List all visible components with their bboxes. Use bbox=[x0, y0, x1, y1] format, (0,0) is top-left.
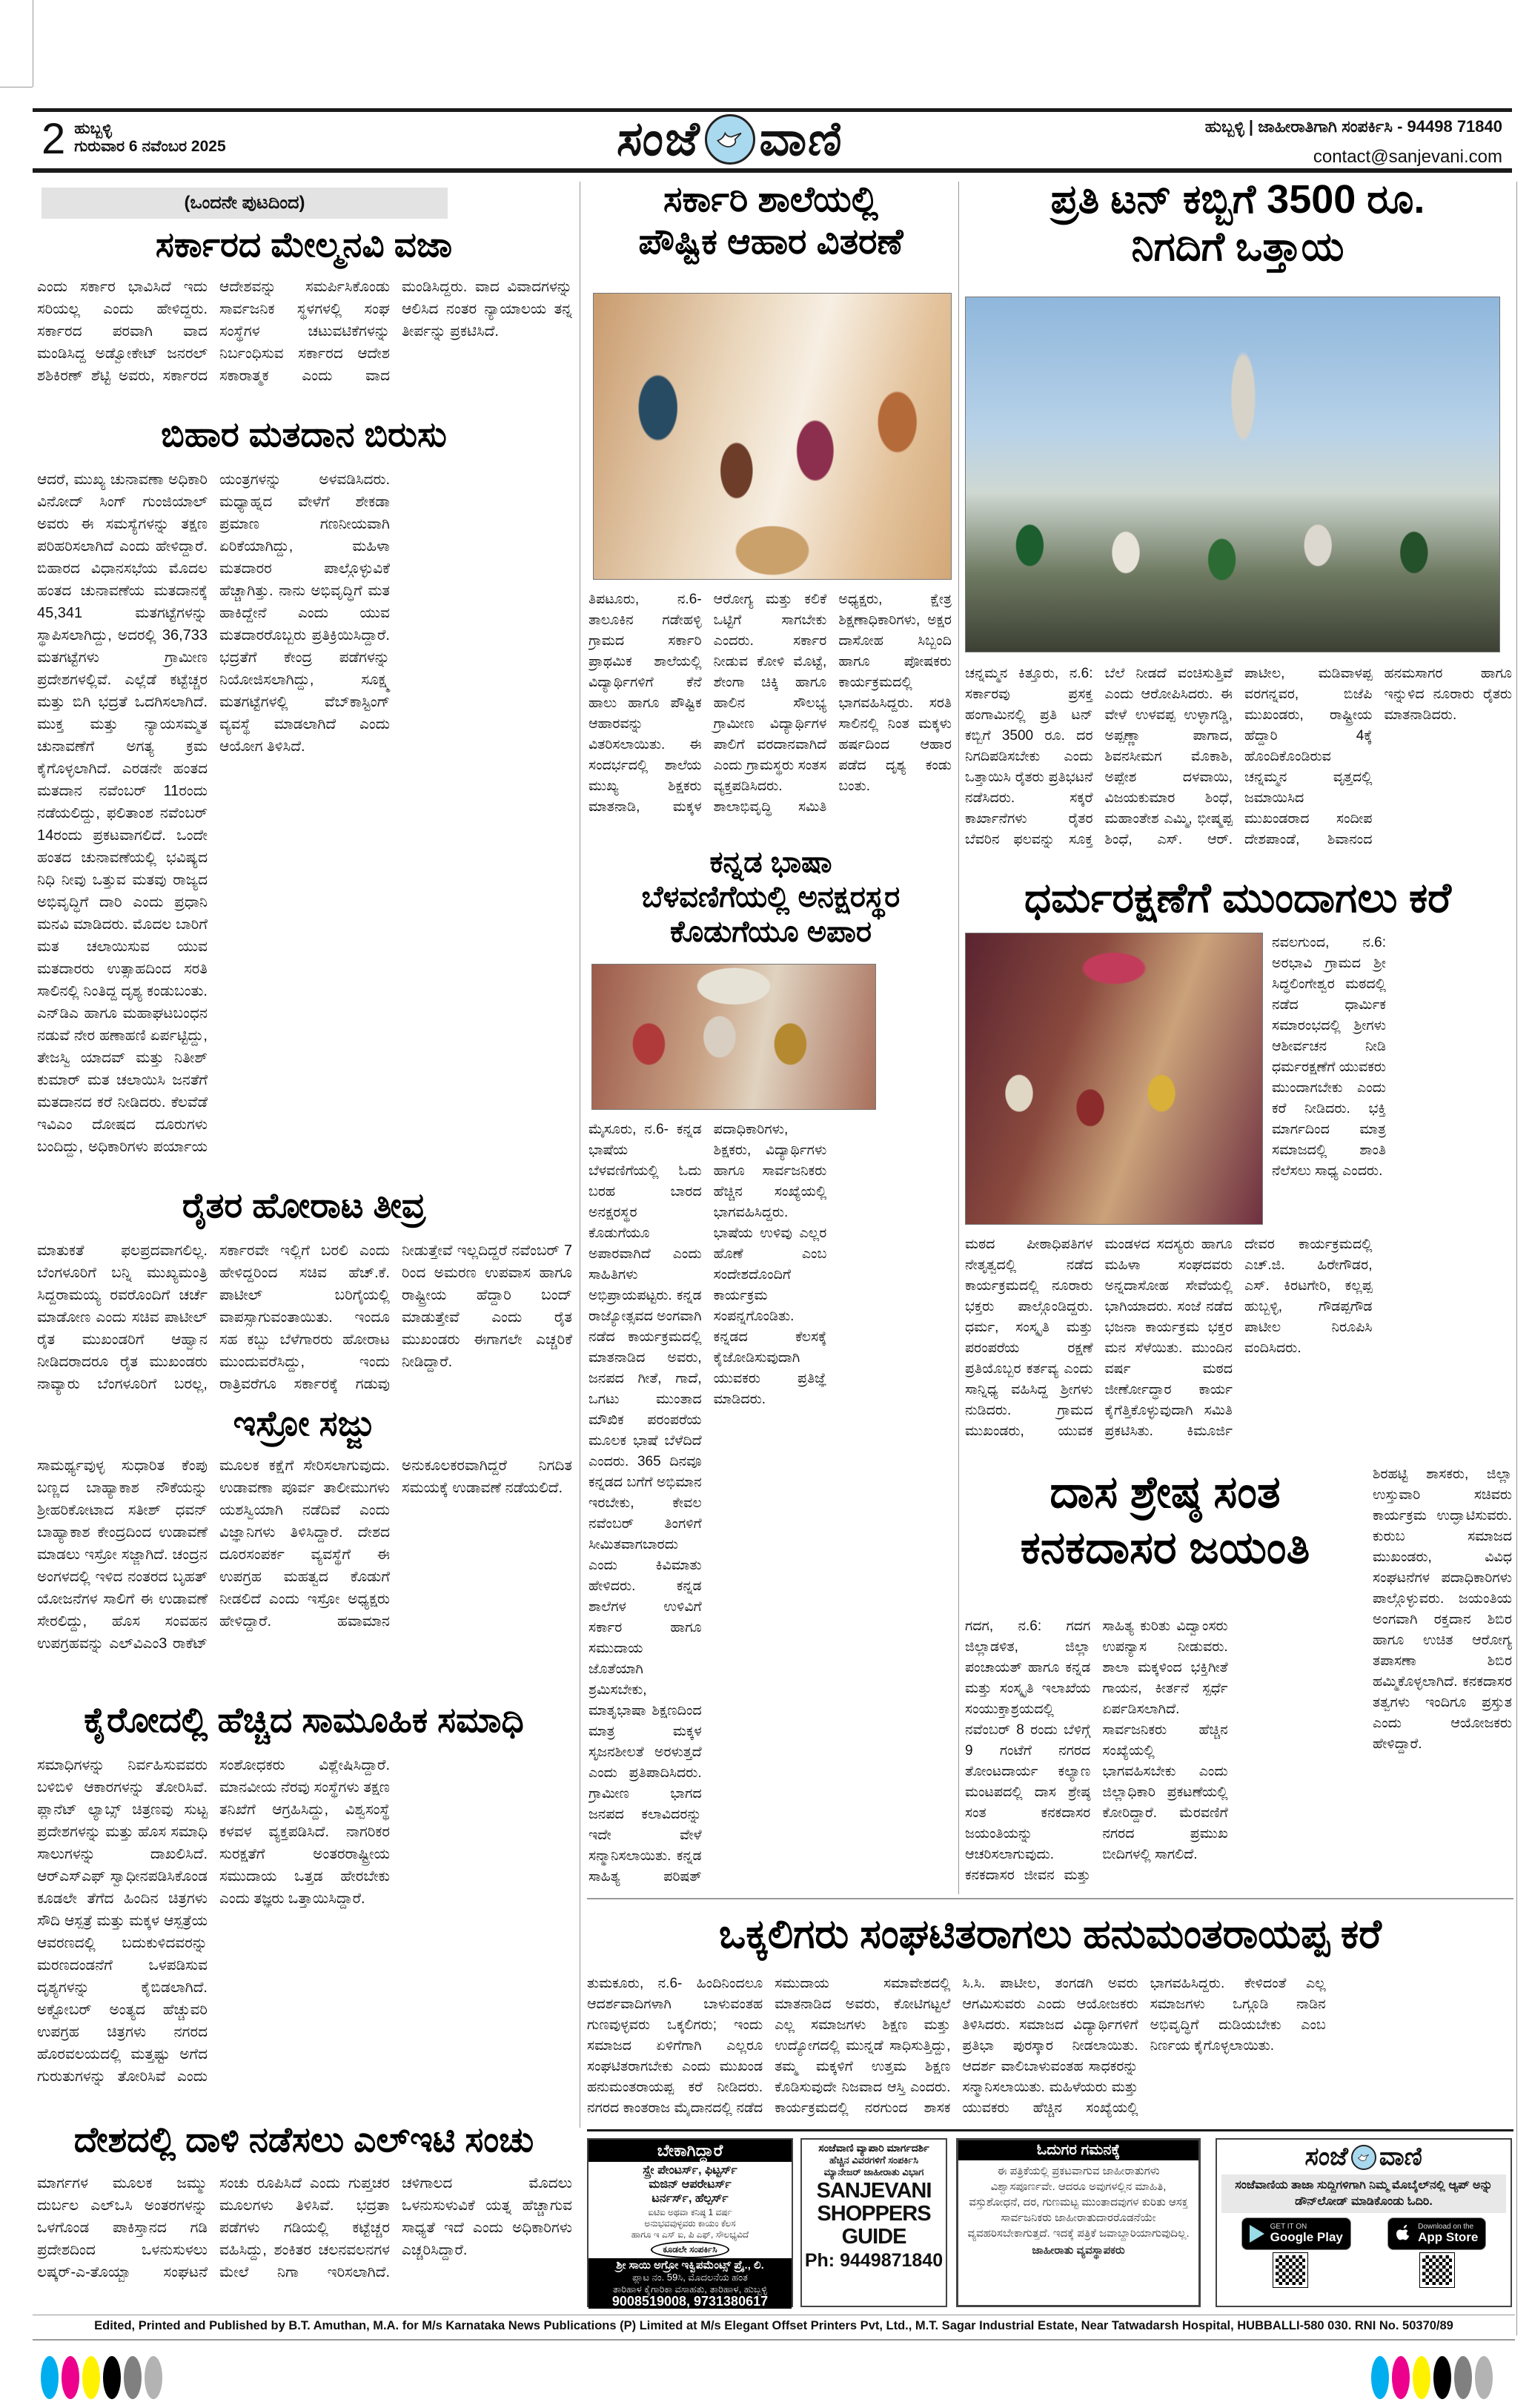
headline-school-food-line2: ಪೌಷ್ಟಿಕ ಆಹಾರ ವಿತರಣೆ bbox=[638, 222, 903, 262]
headline-kanakadasa-line1: ದಾಸ ಶ್ರೇಷ್ಠ ಸಂತ bbox=[1049, 1467, 1281, 1517]
app-store-badge[interactable] bbox=[1387, 2217, 1486, 2250]
headline-govt-appeal: ಸರ್ಕಾರದ ಮೇಲ್ಮನವಿ ವಜಾ bbox=[155, 225, 453, 264]
stage-function-photo bbox=[965, 933, 1263, 1225]
article-farmers-agitation-body: ಮಾತುಕತೆ ಫಲಪ್ರದವಾಗಲಿಲ್ಲ. ಬೆಂಗಳೂರಿಗೆ ಬನ್ನಿ ಮುಖ್ಯಮಂತ್ರಿ ಸಿದ್ದರಾಮಯ್ಯ ರವರೊಂದಿಗೆ ಚರ್ಚೆ ಮಾಡೋಣ ಎಂದು ಸಚಿವ ಪಾಟೀಲ್ ರೈತ ಮುಖಂಡರಿಗೆ ಆಹ್ವಾನ ನೀಡಿದರಾದರೂ ರೈತ ಮುಖಂಡರು ನಾವ್ಯಾರು ಬೆಂಗಳೂರಿಗೆ ಬರಲ್ಲ, ಸರ್ಕಾರವೇ ಇಲ್ಲಿಗೆ ಬರಲಿ ಎಂದು ಹೇಳಿದ್ದರಿಂದ ಸಚಿವ ಹೆಚ್.ಕೆ. ಪಾಟೀಲ್ ಬರಿಗೈಯಲ್ಲಿ ವಾಪಸ್ಸಾಗುವಂತಾಯಿತು. ಇಂದೂ ಸಹ ಕಬ್ಬು ಬೆಳೆಗಾರರು ಹೋರಾಟ ಮುಂದುವರೆಸಿದ್ದು, ಇಂದು ರಾತ್ರಿವರೆಗೂ ಸರ್ಕಾರಕ್ಕೆ ಗಡುವು ನೀಡುತ್ತೇವೆ ಇಲ್ಲದಿದ್ದರೆ ನವೆಂಬರ್ 7 ರಿಂದ ಅಮರಣ ಉಪವಾಸ ಹಾಗೂ ರಾಷ್ಟ್ರೀಯ ಹೆದ್ದಾರಿ ಬಂದ್ ಮಾಡುತ್ತೇವೆ ಎಂದು ರೈತ ಮುಖಂಡರು ಈಗಾಗಲೇ ಎಚ್ಚರಿಕೆ ನೀಡಿದ್ದಾರೆ. bbox=[37, 1243, 572, 1392]
ad-disclaimer bbox=[956, 2138, 1201, 2307]
ad-wanted-cond-1: ಐಟಿಐ ಅಥವಾ ಕನಿಷ್ಠ 1 ವರ್ಷ bbox=[648, 2207, 732, 2217]
column-rule-2 bbox=[958, 182, 959, 1894]
section-divider-rule bbox=[587, 1898, 1513, 1899]
advert-contact-line: ಹುಬ್ಬಳ್ಳಿ | ಜಾಹೀರಾತಿಗಾಗಿ ಸಂಪರ್ಕಿಸಿ - 94498 71840 bbox=[1204, 117, 1502, 136]
masthead-right-text: ವಾಣಿ bbox=[757, 112, 846, 165]
article-bihar-voting-body: ಆದರೆ, ಮುಖ್ಯ ಚುನಾವಣಾ ಅಧಿಕಾರಿ ವಿನೋದ್ ಸಿಂಗ್ ಗುಂಜಿಯಾಲ್ ಅವರು ಈ ಸಮಸ್ಯೆಗಳನ್ನು ತಕ್ಷಣ ಪರಿಹರಿಸಲಾಗಿದೆ ಎಂದು ಹೇಳಿದ್ದಾರೆ. ಬಿಹಾರದ ವಿಧಾನಸಭೆಯ ಮೊದಲ ಹಂತದ ಚುನಾವಣೆಯ ಮತದಾನಕ್ಕೆ 45,341 ಮತಗಟ್ಟೆಗಳನ್ನು ಸ್ಥಾಪಿಸಲಾಗಿದ್ದು, ಅದರಲ್ಲಿ 36,733 ಮತಗಟ್ಟೆಗಳು ಗ್ರಾಮೀಣ ಪ್ರದೇಶಗಳಲ್ಲಿವೆ. ಎಲ್ಲೆಡೆ ಕಟ್ಟೆಚ್ಚರ ಮತ್ತು ಬಿಗಿ ಭದ್ರತೆ ಒದಗಿಸಲಾಗಿದೆ. ಮುಕ್ತ ಮತ್ತು ನ್ಯಾಯಸಮ್ಮತ ಚುನಾವಣೆಗೆ ಅಗತ್ಯ ಕ್ರಮ ಕೈಗೊಳ್ಳಲಾಗಿದೆ. ಎರಡನೇ ಹಂತದ ಮತದಾನ ನವೆಂಬರ್ 11ರಂದು ನಡೆಯಲಿದ್ದು, ಫಲಿತಾಂಶ ನವೆಂಬರ್ 14ರಂದು ಪ್ರಕಟವಾಗಲಿದೆ. ಒಂದೇ ಹಂತದ ಚುನಾವಣೆಯಲ್ಲಿ ಭವಿಷ್ಯದ ನಿಧಿ ನೀವು ಒತ್ತುವ ಮತವು ರಾಜ್ಯದ ಅಭಿವೃದ್ಧಿಗೆ ದಾರಿ ಎಂದು ಪ್ರಧಾನಿ ಮನವಿ ಮಾಡಿದರು. ಮೊದಲ ಬಾರಿಗೆ ಮತ ಚಲಾಯಿಸುವ ಯುವ ಮತದಾರರು ಉತ್ಸಾಹದಿಂದ ಸರತಿ ಸಾಲಿನಲ್ಲಿ ನಿಂತಿದ್ದ ದೃಶ್ಯ ಕಂಡುಬಂತು. ಎನ್‌ಡಿಎ ಹಾಗೂ ಮಹಾಘಟಬಂಧನ ನಡುವೆ ನೇರ ಹಣಾಹಣಿ ಏರ್ಪಟ್ಟಿದ್ದು, ತೇಜಸ್ವಿ ಯಾದವ್ ಮತ್ತು ನಿತೀಶ್ ಕುಮಾರ್ ಮತ ಚಲಾಯಿಸಿ ಜನತೆಗೆ ಮತದಾನದ ಕರೆ ನೀಡಿದರು. ಕೆಲವೆಡೆ ಇವಿಎಂ ದೋಷದ ದೂರುಗಳು ಬಂದಿದ್ದು, ಅಧಿಕಾರಿಗಳು ಪರ್ಯಾಯ ಯಂತ್ರಗಳನ್ನು ಅಳವಡಿಸಿದರು. ಮಧ್ಯಾಹ್ನದ ವೇಳೆಗೆ ಶೇಕಡಾ ಪ್ರಮಾಣ ಗಣನೀಯವಾಗಿ ಏರಿಕೆಯಾಗಿದ್ದು, ಮಹಿಳಾ ಮತದಾರರ ಪಾಲ್ಗೊಳ್ಳುವಿಕೆ ಹೆಚ್ಚಾಗಿತ್ತು. ನಾನು ಅಭಿವೃದ್ಧಿಗೆ ಮತ ಹಾಕಿದ್ದೇನೆ ಎಂದು ಯುವ ಮತದಾರರೊಬ್ಬರು ಪ್ರತಿಕ್ರಿಯಿಸಿದ್ದಾರೆ. ಭದ್ರತೆಗೆ ಕೇಂದ್ರ ಪಡೆಗಳನ್ನು ನಿಯೋಜಿಸಲಾಗಿದ್ದು, ಸೂಕ್ಷ್ಮ ಮತಗಟ್ಟೆಗಳಲ್ಲಿ ವೆಬ್‌ಕಾಸ್ಟಿಂಗ್ ವ್ಯವಸ್ಥೆ ಮಾಡಲಾಗಿದೆ ಎಂದು ಆಯೋಗ ತಿಳಿಸಿದೆ. bbox=[37, 472, 390, 1155]
headline-school-food-line1: ಸರ್ಕಾರಿ ಶಾಲೆಯಲ್ಲಿ bbox=[663, 180, 878, 219]
ad-app-text: ಸಂಜೆವಾಣಿಯ ತಾಜಾ ಸುದ್ದಿಗಳಿಗಾಗಿ ನಿಮ್ಮ ಮೊಬೈಲ್‌ನಲ್ಲಿ ಆ್ಯಪ್ ಅನ್ನು ಡೌನ್‌ಲೋಡ್ ಮಾಡಿಕೊಂಡು ಓದಿರಿ. bbox=[1221, 2174, 1506, 2213]
ad-app-dove-icon bbox=[1351, 2145, 1376, 2170]
yellow-dot bbox=[82, 2356, 100, 2399]
headline-sugarcane-line1: ಪ್ರತಿ ಟನ್ ಕಬ್ಬಿಗೆ 3500 ರೂ. bbox=[1050, 177, 1425, 222]
page-number-block bbox=[42, 117, 226, 162]
headline-okkaliga-unite: ಒಕ್ಕಲಿಗರು ಸಂಘಟಿತರಾಗಲು ಹನುಮಂತರಾಯಪ್ಪ ಕರೆ bbox=[719, 1912, 1382, 1956]
ad-disclaimer-sign: ಜಾಹೀರಾತು ವ್ಯವಸ್ಥಾಪಕರು bbox=[1032, 2244, 1125, 2257]
headline-cairo-graves: ಕೈರೋದಲ್ಲಿ ಹೆಚ್ಚಿದ ಸಾಮೂಹಿಕ ಸಮಾಧಿ bbox=[84, 1700, 524, 1739]
lightgray-dot bbox=[145, 2356, 162, 2399]
ad-sg-line2: ಮ್ಯಾನೇಜರ್ ಜಾಹೀರಾತು ವಿಭಾಗ bbox=[823, 2166, 924, 2177]
headline-bihar-voting: ಬಿಹಾರ ಮತದಾನ ಬಿರುಸು bbox=[161, 414, 447, 454]
ad-wanted-address1: ಪ್ಲಾಟ ನಂ. 59ಸಿ, ಮೊದಲನೆಯ ಹಂತ bbox=[632, 2272, 748, 2283]
ad-wanted-role-2: ಮಜಿನ್ ಆಪರೇಟರ್ಸ್ bbox=[649, 2178, 732, 2191]
ad-app-masthead-left: ಸಂಜೆ bbox=[1304, 2143, 1350, 2171]
header-bottom-rule bbox=[33, 168, 1512, 173]
app-store-qr-code bbox=[1420, 2253, 1454, 2287]
ad-sg-line1: ಹೆಚ್ಚಿನ ವಿವರಗಳಿಗೆ ಸಂಪರ್ಕಿಸಿ bbox=[829, 2154, 918, 2166]
ad-wanted-address2: ತಾರಿಹಾಳ ಕೈಗಾರಿಕಾ ವಸಾಹತು, ತಾರಿಹಾಳ, ಹುಬ್ಬಳ್ಳಿ bbox=[612, 2283, 768, 2295]
ad-sg-big1: SANJEVANI bbox=[816, 2179, 932, 2203]
farmers-protest-photo bbox=[965, 297, 1500, 652]
contact-email: contact@sanjevani.com bbox=[1313, 147, 1502, 167]
ad-disclaimer-header: ಓದುಗರ ಗಮನಕ್ಕೆ bbox=[958, 2140, 1198, 2160]
ad-disclaimer-body: ಈ ಪತ್ರಿಕೆಯಲ್ಲಿ ಪ್ರಕಟವಾಗುವ ಜಾಹೀರಾತುಗಳು ವಿಶ್ವಾಸಪೂರ್ಣವೇ. ಆದರೂ ಅವುಗಳಲ್ಲಿನ ಮಾಹಿತಿ, ವಸ್ತುಶೋಧನೆ, ದರ, ಗುಣಮಟ್ಟ ಮುಂತಾದವುಗಳ ಕುರಿತು ಆಸಕ್ತ ಸಾರ್ವಜನಿಕರು ಜಾಹೀರಾತುದಾರರೊಡನೆಯೇ ವ್ಯವಹರಿಸಬೇಕಾಗುತ್ತದೆ. ಇದಕ್ಕೆ ಪತ್ರಿಕೆ ಜವಾಬ್ದಾರಿಯಾಗುವುದಿಲ್ಲ. bbox=[967, 2165, 1190, 2240]
edition-date: ಗುರುವಾರ 6 ನವೆಂಬರ 2025 bbox=[74, 138, 226, 155]
registration-dots-right bbox=[1371, 2356, 1493, 2399]
ad-wanted-contact-now: ಕೂಡಲೇ ಸಂಪರ್ಕಿಸಿ bbox=[651, 2241, 729, 2258]
ad-wanted-header: ಬೇಕಾಗಿದ್ದಾರೆ bbox=[588, 2140, 792, 2162]
cyan-dot bbox=[1371, 2356, 1389, 2399]
article-kanakadasa-far-body: ಶಿರಹಟ್ಟಿ ಶಾಸಕರು, ಜಿಲ್ಲಾ ಉಸ್ತುವಾರಿ ಸಚಿವರು ಕಾರ್ಯಕ್ರಮ ಉದ್ಘಾಟಿಸುವರು. ಕುರುಬ ಸಮಾಜದ ಮುಖಂಡರು, ವಿವಿಧ ಸಂಘಟನೆಗಳ ಪದಾಧಿಕಾರಿಗಳು ಪಾಲ್ಗೊಳ್ಳುವರು. ಜಯಂತಿಯ ಅಂಗವಾಗಿ ರಕ್ತದಾನ ಶಿಬಿರ ಹಾಗೂ ಉಚಿತ ಆರೋಗ್ಯ ತಪಾಸಣಾ ಶಿಬಿರ ಹಮ್ಮಿಕೊಳ್ಳಲಾಗಿದೆ. ಕನಕದಾಸರ ತತ್ವಗಳು ಇಂದಿಗೂ ಪ್ರಸ್ತುತ ಎಂದು ಆಯೋಜಕರು ಹೇಳಿದ್ದಾರೆ. bbox=[1373, 1466, 1512, 1752]
article-sugarcane-body: ಚನ್ನಮ್ಮನ ಕಿತ್ತೂರು, ನ.6: ಸರ್ಕಾರವು ಪ್ರಸಕ್ತ ಹಂಗಾಮಿನಲ್ಲಿ ಪ್ರತಿ ಟನ್ ಕಬ್ಬಿಗೆ 3500 ರೂ. ದರ ನಿಗದಿಪಡಿಸಬೇಕು ಎಂದು ಒತ್ತಾಯಿಸಿ ರೈತರು ಪ್ರತಿಭಟನೆ ನಡೆಸಿದರು. ಸಕ್ಕರೆ ಕಾರ್ಖಾನೆಗಳು ರೈತರ ಬೆವರಿನ ಫಲವನ್ನು ಸೂಕ್ತ ಬೆಲೆ ನೀಡದೆ ವಂಚಿಸುತ್ತಿವೆ ಎಂದು ಆರೋಪಿಸಿದರು. ಈ ವೇಳೆ ಉಳವಪ್ಪ ಉಳ್ಳಾಗಡ್ಡಿ, ಅಪ್ಪಣ್ಣಾ ಪಾಗಾದ, ಶಿವನಸೀಮಗ ಮೊಕಾಶಿ, ಅಪ್ಪೇಶ ದಳವಾಯಿ, ವಿಜಯಕುಮಾರ ಶಿಂಧೆ, ಮಹಾಂತೇಶ ಎಮ್ಮಿ, ಭೀಷ್ಮಪ್ಪ ಶಿಂಧೆ, ಎಸ್. ಆರ್. ಪಾಟೀಲ, ಮಡಿವಾಳಪ್ಪ ವರಗನ್ನವರ, ಬಿಜೆಪಿ ಮುಖಂಡರು, ರಾಷ್ಟ್ರೀಯ ಹೆದ್ದಾರಿ 4ಕ್ಕೆ ಹೊಂದಿಕೊಂಡಿರುವ ಚನ್ನಮ್ಮನ ವೃತ್ತದಲ್ಲಿ ಜಮಾಯಿಸಿದ ಮುಖಂಡರಾದ ಸಂದೀಪ ದೇಶಪಾಂಡೆ, ಶಿವಾನಂದ ಹನಮಸಾಗರ ಹಾಗೂ ಇನ್ನುಳಿದ ನೂರಾರು ರೈತರು ಮಾತನಾಡಿದರು. bbox=[965, 666, 1512, 847]
headline-sugarcane-price bbox=[964, 176, 1512, 271]
gray-dot bbox=[1454, 2356, 1472, 2399]
ad-sg-title: ಸಂಜೆವಾಣಿ ವ್ಯಾಪಾರಿ ಮಾರ್ಗದರ್ಶಿ bbox=[818, 2142, 929, 2154]
headline-kannada-line1: ಕನ್ನಡ ಭಾಷಾ bbox=[709, 846, 832, 879]
registration-dots-left bbox=[41, 2356, 162, 2399]
ad-app-masthead bbox=[1217, 2140, 1511, 2172]
ad-sg-big3: GUIDE bbox=[841, 2225, 906, 2249]
ad-wanted-phones: 9008519008, 9731380617 bbox=[611, 2294, 769, 2309]
article-dharma-body: ಮಠದ ಪೀಠಾಧಿಪತಿಗಳ ನೇತೃತ್ವದಲ್ಲಿ ನಡೆದ ಕಾರ್ಯಕ್ರಮದಲ್ಲಿ ನೂರಾರು ಭಕ್ತರು ಪಾಲ್ಗೊಂಡಿದ್ದರು. ಧರ್ಮ, ಸಂಸ್ಕೃತಿ ಮತ್ತು ಪರಂಪರೆಯ ರಕ್ಷಣೆ ಪ್ರತಿಯೊಬ್ಬರ ಕರ್ತವ್ಯ ಎಂದು ಸಾನ್ನಿಧ್ಯ ವಹಿಸಿದ್ದ ಶ್ರೀಗಳು ನುಡಿದರು. ಗ್ರಾಮದ ಮುಖಂಡರು, ಯುವಕ ಮಂಡಳದ ಸದಸ್ಯರು ಹಾಗೂ ಮಹಿಳಾ ಸಂಘದವರು ಅನ್ನದಾಸೋಹ ಸೇವೆಯಲ್ಲಿ ಭಾಗಿಯಾದರು. ಸಂಜೆ ನಡೆದ ಭಜನಾ ಕಾರ್ಯಕ್ರಮ ಭಕ್ತರ ಮನ ಸೆಳೆಯಿತು. ಮುಂದಿನ ವರ್ಷ ಮಠದ ಜೀರ್ಣೋದ್ಧಾರ ಕಾರ್ಯ ಕೈಗೆತ್ತಿಕೊಳ್ಳುವುದಾಗಿ ಸಮಿತಿ ಪ್ರಕಟಿಸಿತು. ಕಿಮೂರ್ಜಿ ದೇವರ ಕಾರ್ಯಕ್ರಮದಲ್ಲಿ ಎಚ್.ಜಿ. ಹಿರೇಗೌಡರ, ಎಸ್. ಕಿರಟಗೇರಿ, ಕಲ್ಲಪ್ಪ ಹುಬ್ಬಳ್ಳಿ, ಗೌಡಪ್ಪಗೌಡ ಪಾಟೀಲ ನಿರೂಪಿಸಿ ವಂದಿಸಿದರು. bbox=[965, 1237, 1373, 1439]
article-let-plot-body: ಮಾರ್ಗಗಳ ಮೂಲಕ ಜಮ್ಮು ದುರ್ಬಲ ಎಲ್‌ಒಸಿ ಅಂತರಗಳನ್ನು ಒಳಗೊಂಡ ಪಾಕಿಸ್ತಾನದ ಗಡಿ ಪ್ರದೇಶದಿಂದ ಒಳನುಸುಳಲು ಲಷ್ಕರ್-ಎ-ತೊಯ್ಬಾ ಸಂಘಟನೆ ಸಂಚು ರೂಪಿಸಿದೆ ಎಂದು ಗುಪ್ತಚರ ಮೂಲಗಳು ತಿಳಿಸಿವೆ. ಭದ್ರತಾ ಪಡೆಗಳು ಗಡಿಯಲ್ಲಿ ಕಟ್ಟೆಚ್ಚರ ವಹಿಸಿದ್ದು, ಶಂಕಿತರ ಚಲನವಲನಗಳ ಮೇಲೆ ನಿಗಾ ಇರಿಸಲಾಗಿದೆ. ಚಳಿಗಾಲದ ಮೊದಲು ಒಳನುಸುಳುವಿಕೆ ಯತ್ನ ಹೆಚ್ಚಾಗುವ ಸಾಧ್ಯತೆ ಇದೆ ಎಂದು ಅಧಿಕಾರಿಗಳು ಎಚ್ಚರಿಸಿದ್ದಾರೆ. bbox=[37, 2175, 572, 2280]
dove-icon bbox=[705, 114, 755, 165]
cyan-dot bbox=[41, 2356, 59, 2399]
gray-dot bbox=[124, 2356, 142, 2399]
ad-shoppers-guide bbox=[800, 2138, 947, 2307]
imprint-line: Edited, Printed and Published by B.T. Amuthan, M.A. for M/s Karnataka News Publications (P) Limited at M/s Elegant Offset Printers Pvt, Ltd., M.T. Sagar Industrial Estate, Near Tatwadarsh Hospital, HUBBALLI-580 030. RNI No. 50370/89 bbox=[94, 2319, 1453, 2332]
google-play-label: Google Play bbox=[1270, 2230, 1343, 2244]
ad-wanted-role-3: ಟರ್ನರ್ಸ್, ಹೆಲ್ಪರ್ಸ್ bbox=[651, 2192, 729, 2205]
masthead-left-text: ಸಂಜೆ bbox=[615, 112, 703, 165]
ad-wanted-company: ಶ್ರೀ ಸಾಯಿ ಅಗ್ರೋ ಇಕ್ವಿಪಮೆಂಟ್ಸ್ ಪ್ರೈ., ಲಿ. bbox=[616, 2259, 764, 2272]
header-contact-block bbox=[1205, 117, 1502, 168]
article-school-food-body: ತಿಪಟೂರು, ನ.6- ತಾಲೂಕಿನ ಗಡೇಹಳ್ಳಿ ಗ್ರಾಮದ ಸರ್ಕಾರಿ ಪ್ರಾಥಮಿಕ ಶಾಲೆಯಲ್ಲಿ ವಿದ್ಯಾರ್ಥಿಗಳಿಗೆ ಕೆನೆ ಹಾಲು ಹಾಗೂ ಪೌಷ್ಟಿಕ ಆಹಾರವನ್ನು ವಿತರಿಸಲಾಯಿತು. ಈ ಸಂದರ್ಭದಲ್ಲಿ ಶಾಲೆಯ ಮುಖ್ಯ ಶಿಕ್ಷಕರು ಮಾತನಾಡಿ, ಮಕ್ಕಳ ಆರೋಗ್ಯ ಮತ್ತು ಕಲಿಕೆ ಒಟ್ಟಿಗೆ ಸಾಗಬೇಕು ಎಂದರು. ಸರ್ಕಾರ ನೀಡುವ ಕೋಳಿ ಮೊಟ್ಟೆ, ಶೇಂಗಾ ಚಿಕ್ಕಿ ಹಾಗೂ ಹಾಲಿನ ಸೌಲಭ್ಯ ಗ್ರಾಮೀಣ ವಿದ್ಯಾರ್ಥಿಗಳ ಪಾಲಿಗೆ ವರದಾನವಾಗಿದೆ ಎಂದು ಗ್ರಾಮಸ್ಥರು ಸಂತಸ ವ್ಯಕ್ತಪಡಿಸಿದರು. ಶಾಲಾಭಿವೃದ್ಧಿ ಸಮಿತಿ ಅಧ್ಯಕ್ಷರು, ಕ್ಷೇತ್ರ ಶಿಕ್ಷಣಾಧಿಕಾರಿಗಳು, ಅಕ್ಷರ ದಾಸೋಹ ಸಿಬ್ಬಂದಿ ಹಾಗೂ ಪೋಷಕರು ಕಾರ್ಯಕ್ರಮದಲ್ಲಿ ಭಾಗವಹಿಸಿದ್ದರು. ಸರತಿ ಸಾಲಿನಲ್ಲಿ ನಿಂತ ಮಕ್ಕಳು ಹರ್ಷದಿಂದ ಆಹಾರ ಪಡೆದ ದೃಶ್ಯ ಕಂಡು ಬಂತು. bbox=[588, 592, 952, 815]
article-govt-appeal-body: ಎಂದು ಸರ್ಕಾರ ಭಾವಿಸಿದೆ ಇದು ಸರಿಯಲ್ಲ ಎಂದು ಹೇಳಿದ್ದರು. ಸರ್ಕಾರದ ಪರವಾಗಿ ವಾದ ಮಂಡಿಸಿದ್ದ ಅಡ್ವೋಕೇಟ್ ಜನರಲ್ ಶಶಿಕಿರಣ್ ಶೆಟ್ಟಿ ಅವರು, ಸರ್ಕಾರದ ಆದೇಶವನ್ನು ಸಮರ್ಪಿಸಿಕೊಂಡು ಸಾರ್ವಜನಿಕ ಸ್ಥಳಗಳಲ್ಲಿ ಸಂಘ ಸಂಸ್ಥೆಗಳ ಚಟುವಟಿಕೆಗಳನ್ನು ನಿರ್ಬಂಧಿಸುವ ಸರ್ಕಾರದ ಆದೇಶ ಸಕಾರಾತ್ಮಕ ಎಂದು ವಾದ ಮಂಡಿಸಿದ್ದರು. ವಾದ ವಿವಾದಗಳನ್ನು ಆಲಿಸಿದ ನಂತರ ನ್ಯಾಯಾಲಯ ತನ್ನ ತೀರ್ಪನ್ನು ಪ್ರಕಟಿಸಿದೆ. bbox=[37, 279, 572, 384]
ad-app-masthead-right: ವಾಣಿ bbox=[1378, 2143, 1423, 2171]
headline-farmers-agitation: ರೈತರ ಹೋರಾಟ ತೀವ್ರ bbox=[182, 1185, 426, 1225]
column-rule-3 bbox=[1516, 182, 1517, 2335]
footer-bottom-rule bbox=[33, 2339, 1515, 2341]
ad-wanted-role-1: ಸ್ಪ್ರೇ ಪೇಂಟರ್ಸ್, ಫಿಟ್ಟರ್ಸ್ bbox=[643, 2164, 737, 2177]
ad-wanted-cond-2: ಅನುಭವವುಳ್ಳವರು ಕಾಯಂ ಕೆಲಸ bbox=[644, 2218, 736, 2229]
article-kannada-language-body: ಮೈಸೂರು, ನ.6- ಕನ್ನಡ ಭಾಷೆಯ ಬೆಳವಣಿಗೆಯಲ್ಲಿ ಓದು ಬರಹ ಬಾರದ ಅನಕ್ಷರಸ್ಥರ ಕೊಡುಗೆಯೂ ಅಪಾರವಾಗಿದೆ ಎಂದು ಸಾಹಿತಿಗಳು ಅಭಿಪ್ರಾಯಪಟ್ಟರು. ಕನ್ನಡ ರಾಜ್ಯೋತ್ಸವದ ಅಂಗವಾಗಿ ನಡೆದ ಕಾರ್ಯಕ್ರಮದಲ್ಲಿ ಮಾತನಾಡಿದ ಅವರು, ಜನಪದ ಗೀತೆ, ಗಾದೆ, ಒಗಟು ಮುಂತಾದ ಮೌಖಿಕ ಪರಂಪರೆಯ ಮೂಲಕ ಭಾಷೆ ಬೆಳೆದಿದೆ ಎಂದರು. 365 ದಿನವೂ ಕನ್ನಡದ ಬಗೆಗೆ ಅಭಿಮಾನ ಇರಬೇಕು, ಕೇವಲ ನವೆಂಬರ್ ತಿಂಗಳಿಗೆ ಸೀಮಿತವಾಗಬಾರದು ಎಂದು ಕಿವಿಮಾತು ಹೇಳಿದರು. ಕನ್ನಡ ಶಾಲೆಗಳ ಉಳಿವಿಗೆ ಸರ್ಕಾರ ಹಾಗೂ ಸಮುದಾಯ ಜೊತೆಯಾಗಿ ಶ್ರಮಿಸಬೇಕು, ಮಾತೃಭಾಷಾ ಶಿಕ್ಷಣದಿಂದ ಮಾತ್ರ ಮಕ್ಕಳ ಸೃಜನಶೀಲತೆ ಅರಳುತ್ತದೆ ಎಂದು ಪ್ರತಿಪಾದಿಸಿದರು. ಗ್ರಾಮೀಣ ಭಾಗದ ಜನಪದ ಕಲಾವಿದರನ್ನು ಇದೇ ವೇಳೆ ಸನ್ಮಾನಿಸಲಾಯಿತು. ಕನ್ನಡ ಸಾಹಿತ್ಯ ಪರಿಷತ್ ಪದಾಧಿಕಾರಿಗಳು, ಶಿಕ್ಷಕರು, ವಿದ್ಯಾರ್ಥಿಗಳು ಹಾಗೂ ಸಾರ್ವಜನಿಕರು ಹೆಚ್ಚಿನ ಸಂಖ್ಯೆಯಲ್ಲಿ ಭಾಗವಹಿಸಿದ್ದರು. ಭಾಷೆಯ ಉಳಿವು ಎಲ್ಲರ ಹೊಣೆ ಎಂಬ ಸಂದೇಶದೊಂದಿಗೆ ಕಾರ್ಯಕ್ರಮ ಸಂಪನ್ನಗೊಂಡಿತು. ಕನ್ನಡದ ಕೆಲಸಕ್ಕೆ ಕೈಜೋಡಿಸುವುದಾಗಿ ಯುವಕರು ಪ್ರತಿಜ್ಞೆ ಮಾಡಿದರು. bbox=[588, 1122, 827, 1885]
apple-icon bbox=[1396, 2223, 1412, 2245]
article-kanakadasa-body: ಗದಗ, ನ.6: ಗದಗ ಜಿಲ್ಲಾಡಳಿತ, ಜಿಲ್ಲಾ ಪಂಚಾಯತ್ ಹಾಗೂ ಕನ್ನಡ ಮತ್ತು ಸಂಸ್ಕೃತಿ ಇಲಾಖೆಯ ಸಂಯುಕ್ತಾಶ್ರಯದಲ್ಲಿ ನವೆಂಬರ್ 8 ರಂದು ಬೆಳಿಗ್ಗೆ 9 ಗಂಟೆಗೆ ನಗರದ ತೋಂಟದಾರ್ಯ ಕಲ್ಯಾಣ ಮಂಟಪದಲ್ಲಿ ದಾಸ ಶ್ರೇಷ್ಠ ಸಂತ ಕನಕದಾಸರ ಜಯಂತಿಯನ್ನು ಆಚರಿಸಲಾಗುವುದು. ಕನಕದಾಸರ ಜೀವನ ಮತ್ತು ಸಾಹಿತ್ಯ ಕುರಿತು ವಿದ್ವಾಂಸರು ಉಪನ್ಯಾಸ ನೀಡುವರು. ಶಾಲಾ ಮಕ್ಕಳಿಂದ ಭಕ್ತಿಗೀತೆ ಗಾಯನ, ಕೀರ್ತನೆ ಸ್ಪರ್ಧೆ ಏರ್ಪಡಿಸಲಾಗಿದೆ. ಸಾರ್ವಜನಿಕರು ಹೆಚ್ಚಿನ ಸಂಖ್ಯೆಯಲ್ಲಿ ಭಾಗವಹಿಸಬೇಕು ಎಂದು ಜಿಲ್ಲಾಧಿಕಾರಿ ಪ್ರಕಟಣೆಯಲ್ಲಿ ಕೋರಿದ್ದಾರೆ. ಮೆರವಣಿಗೆ ನಗರದ ಪ್ರಮುಖ ಬೀದಿಗಳಲ್ಲಿ ಸಾಗಲಿದೆ. bbox=[965, 1618, 1228, 1883]
masthead-logo bbox=[615, 111, 846, 167]
headline-school-food bbox=[588, 179, 953, 263]
google-play-qr-code bbox=[1273, 2253, 1307, 2287]
lightgray-dot bbox=[1475, 2356, 1493, 2399]
from-page-one-tag: (ಒಂದನೇ ಪುಟದಿಂದ) bbox=[42, 188, 448, 219]
article-cairo-graves-body: ಸಮಾಧಿಗಳನ್ನು ನಿರ್ವಹಿಸುವವರು ಬಳಿಬಿಳಿ ಆಕಾರಗಳನ್ನು ತೋರಿಸಿವೆ. ಪ್ಲಾನೆಟ್ ಲ್ಯಾಬ್ಸ್ ಚಿತ್ರಣವು ಸುಟ್ಟ ಪ್ರದೇಶಗಳನ್ನು ಮತ್ತು ಹೊಸ ಸಮಾಧಿ ಸಾಲುಗಳನ್ನು ದಾಖಲಿಸಿದೆ. ಆರ್‌ಎಸ್‌ಎಫ್ ಸ್ವಾಧೀನಪಡಿಸಿಕೊಂಡ ಕೂಡಲೇ ತೆಗೆದ ಹಿಂದಿನ ಚಿತ್ರಗಳು ಸೌದಿ ಆಸ್ಪತ್ರೆ ಮತ್ತು ಮಕ್ಕಳ ಆಸ್ಪತ್ರೆಯ ಆವರಣದಲ್ಲಿ ಬದುಕುಳಿದವರನ್ನು ಮರಣದಂಡನೆಗೆ ಒಳಪಡಿಸುವ ದೃಶ್ಯಗಳನ್ನು ಕೈಬಿಡಲಾಗಿದೆ. ಅಕ್ಟೋಬರ್ ಅಂತ್ಯದ ಹೆಚ್ಚುವರಿ ಉಪಗ್ರಹ ಚಿತ್ರಗಳು ನಗರದ ಹೊರವಲಯದಲ್ಲಿ ಮತ್ತಷ್ಟು ಅಗೆದ ಗುರುತುಗಳನ್ನು ತೋರಿಸಿವೆ ಎಂದು ಸಂಶೋಧಕರು ವಿಶ್ಲೇಷಿಸಿದ್ದಾರೆ. ಮಾನವೀಯ ನೆರವು ಸಂಸ್ಥೆಗಳು ತಕ್ಷಣ ತನಿಖೆಗೆ ಆಗ್ರಹಿಸಿದ್ದು, ವಿಶ್ವಸಂಸ್ಥೆ ಕಳವಳ ವ್ಯಕ್ತಪಡಿಸಿದೆ. ನಾಗರಿಕರ ಸುರಕ್ಷತೆಗೆ ಅಂತರರಾಷ್ಟ್ರೀಯ ಸಮುದಾಯ ಒತ್ತಡ ಹೇರಬೇಕು ಎಂದು ತಜ್ಞರು ಒತ್ತಾಯಿಸಿದ್ದಾರೆ. bbox=[37, 1757, 390, 2085]
app-store-label: App Store bbox=[1418, 2230, 1479, 2244]
ad-wanted bbox=[587, 2138, 793, 2307]
headline-let-plot: ದೇಶದಲ್ಲಿ ದಾಳಿ ನಡೆಸಲು ಎಲ್‌ಇಟಿ ಸಂಚು bbox=[73, 2120, 534, 2159]
ad-sg-phone: Ph: 9449871840 bbox=[804, 2250, 944, 2271]
felicitation-photo bbox=[591, 964, 876, 1110]
google-play-top-label: GET IT ON bbox=[1270, 2223, 1307, 2231]
ads-top-rule bbox=[587, 2129, 1513, 2131]
black-dot bbox=[1433, 2356, 1451, 2399]
ad-sg-big2: SHOPPERS bbox=[817, 2202, 931, 2226]
magenta-dot bbox=[62, 2356, 79, 2399]
headline-kanakadasa-line2: ಕನಕದಾಸರ ಜಯಂತಿ bbox=[1020, 1523, 1310, 1572]
headline-sugarcane-line2: ನಿಗದಿಗೆ ಒತ್ತಾಯ bbox=[1131, 224, 1344, 269]
article-isro-ready-body: ಸಾಮರ್ಥ್ಯವುಳ್ಳ ಸುಧಾರಿತ ಕೆಂಪು ಬಣ್ಣದ ಬಾಹ್ಯಾಕಾಶ ನೌಕೆಯನ್ನು ಶ್ರೀಹರಿಕೋಟಾದ ಸತೀಶ್ ಧವನ್ ಬಾಹ್ಯಾಕಾಶ ಕೇಂದ್ರದಿಂದ ಉಡಾವಣೆ ಮಾಡಲು ಇಸ್ರೋ ಸಜ್ಜಾಗಿದೆ. ಚಂದ್ರನ ಅಂಗಳದಲ್ಲಿ ಇಳಿದ ನಂತರದ ಬೃಹತ್ ಯೋಜನೆಗಳ ಸಾಲಿಗೆ ಈ ಉಡಾವಣೆ ಸೇರಲಿದ್ದು, ಹೊಸ ಸಂವಹನ ಉಪಗ್ರಹವನ್ನು ಎಲ್‌ವಿಎಂ3 ರಾಕೆಟ್ ಮೂಲಕ ಕಕ್ಷೆಗೆ ಸೇರಿಸಲಾಗುವುದು. ಉಡಾವಣಾ ಪೂರ್ವ ತಾಲೀಮುಗಳು ಯಶಸ್ವಿಯಾಗಿ ನಡೆದಿವೆ ಎಂದು ವಿಜ್ಞಾನಿಗಳು ತಿಳಿಸಿದ್ದಾರೆ. ದೇಶದ ದೂರಸಂಪರ್ಕ ವ್ಯವಸ್ಥೆಗೆ ಈ ಉಪಗ್ರಹ ಮಹತ್ವದ ಕೊಡುಗೆ ನೀಡಲಿದೆ ಎಂದು ಇಸ್ರೋ ಅಧ್ಯಕ್ಷರು ಹೇಳಿದ್ದಾರೆ. ಹವಾಮಾನ ಅನುಕೂಲಕರವಾಗಿದ್ದರೆ ನಿಗದಿತ ಸಮಯಕ್ಕೆ ಉಡಾವಣೆ ನಡೆಯಲಿದೆ. bbox=[37, 1458, 572, 1652]
headline-kannada-line2: ಬೆಳವಣಿಗೆಯಲ್ಲಿ ಅನಕ್ಷರಸ್ಥರ bbox=[641, 881, 901, 914]
headline-kanakadasa-jayanti bbox=[965, 1464, 1365, 1575]
headline-isro-ready: ಇಸ್ರೋ ಸಜ್ಜು bbox=[233, 1403, 375, 1443]
edition-city: ಹುಬ್ಬಳ್ಳಿ bbox=[74, 120, 112, 137]
article-dharma-side-body: ನವಲಗುಂದ, ನ.6: ಅರಭಾವಿ ಗ್ರಾಮದ ಶ್ರೀ ಸಿದ್ಧಲಿಂಗೇಶ್ವರ ಮಠದಲ್ಲಿ ನಡೆದ ಧಾರ್ಮಿಕ ಸಮಾರಂಭದಲ್ಲಿ ಶ್ರೀಗಳು ಆಶೀರ್ವಚನ ನೀಡಿ ಧರ್ಮರಕ್ಷಣೆಗೆ ಯುವಕರು ಮುಂದಾಗಬೇಕು ಎಂದು ಕರೆ ನೀಡಿದರು. ಭಕ್ತಿ ಮಾರ್ಗದಿಂದ ಮಾತ್ರ ಸಮಾಜದಲ್ಲಿ ಶಾಂತಿ ನೆಲೆಸಲು ಸಾಧ್ಯ ಎಂದರು. bbox=[1272, 935, 1386, 1179]
google-play-icon bbox=[1250, 2225, 1264, 2243]
google-play-badge[interactable] bbox=[1241, 2217, 1351, 2250]
school-food-photo bbox=[593, 293, 952, 580]
ad-wanted-cond-3: ಹಾಗೂ ಇ ಎಸ್ ಐ, ಪಿ ಎಫ್, ಸೌಲಭ್ಯವಿದೆ bbox=[631, 2229, 749, 2240]
black-dot bbox=[103, 2356, 121, 2399]
headline-dharma-protection: ಧರ್ಮರಕ್ಷಣೆಗೆ ಮುಂದಾಗಲು ಕರೆ bbox=[1024, 874, 1452, 921]
headline-kannada-line3: ಕೊಡುಗೆಯೂ ಅಪಾರ bbox=[669, 916, 872, 949]
yellow-dot bbox=[1413, 2356, 1430, 2399]
magenta-dot bbox=[1392, 2356, 1410, 2399]
page-number: 2 bbox=[42, 115, 66, 163]
article-okkaliga-body: ತುಮಕೂರು, ನ.6- ಹಿಂದಿನಿಂದಲೂ ಆದರ್ಶವಾದಿಗಳಾಗಿ ಬಾಳುವಂತಹ ಗುಣವುಳ್ಳವರು ಒಕ್ಕಲಿಗರು; ಇಂದು ಸಮಾಜದ ಏಳಿಗೆಗಾಗಿ ಎಲ್ಲರೂ ಸಂಘಟಿತರಾಗಬೇಕು ಎಂದು ಮುಖಂಡ ಹನುಮಂತರಾಯಪ್ಪ ಕರೆ ನೀಡಿದರು. ನಗರದ ಕಾಂತರಾಜ ಮೈದಾನದಲ್ಲಿ ನಡೆದ ಸಮುದಾಯ ಸಮಾವೇಶದಲ್ಲಿ ಮಾತನಾಡಿದ ಅವರು, ಕೋಟಿಗಟ್ಟಲೆ ಎಲ್ಲ ಸಮಾಜಗಳು ಶಿಕ್ಷಣ ಮತ್ತು ಉದ್ಯೋಗದಲ್ಲಿ ಮುನ್ನಡೆ ಸಾಧಿಸುತ್ತಿದ್ದು, ತಮ್ಮ ಮಕ್ಕಳಿಗೆ ಉತ್ತಮ ಶಿಕ್ಷಣ ಕೊಡಿಸುವುದೇ ನಿಜವಾದ ಆಸ್ತಿ ಎಂದರು. ಕಾರ್ಯಕ್ರಮದಲ್ಲಿ ನರಗುಂದ ಶಾಸಕ ಸಿ.ಸಿ. ಪಾಟೀಲ, ತಂಗಡಗಿ ಅವರು ಆಗಮಿಸುವರು ಎಂದು ಆಯೋಜಕರು ತಿಳಿಸಿದರು. ಸಮಾಜದ ವಿದ್ಯಾರ್ಥಿಗಳಿಗೆ ಪ್ರತಿಭಾ ಪುರಸ್ಕಾರ ನೀಡಲಾಯಿತು. ಆದರ್ಶ ವಾಲಿಬಾಳುವಂತಹ ಸಾಧಕರನ್ನು ಸನ್ಮಾನಿಸಲಾಯಿತು. ಮಹಿಳೆಯರು ಮತ್ತು ಯುವಕರು ಹೆಚ್ಚಿನ ಸಂಖ್ಯೆಯಲ್ಲಿ ಭಾಗವಹಿಸಿದ್ದರು. ಕೇಳಿದಂತೆ ಎಲ್ಲ ಸಮಾಜಗಳು ಒಗ್ಗೂಡಿ ನಾಡಿನ ಅಭಿವೃದ್ಧಿಗೆ ದುಡಿಯಬೇಕು ಎಂಬ ನಿರ್ಣಯ ಕೈಗೊಳ್ಳಲಾಯಿತು. bbox=[587, 1976, 1326, 2116]
headline-kannada-language bbox=[588, 845, 953, 950]
ad-app-promo bbox=[1216, 2138, 1512, 2307]
app-store-top-label: Download on the bbox=[1418, 2223, 1474, 2231]
